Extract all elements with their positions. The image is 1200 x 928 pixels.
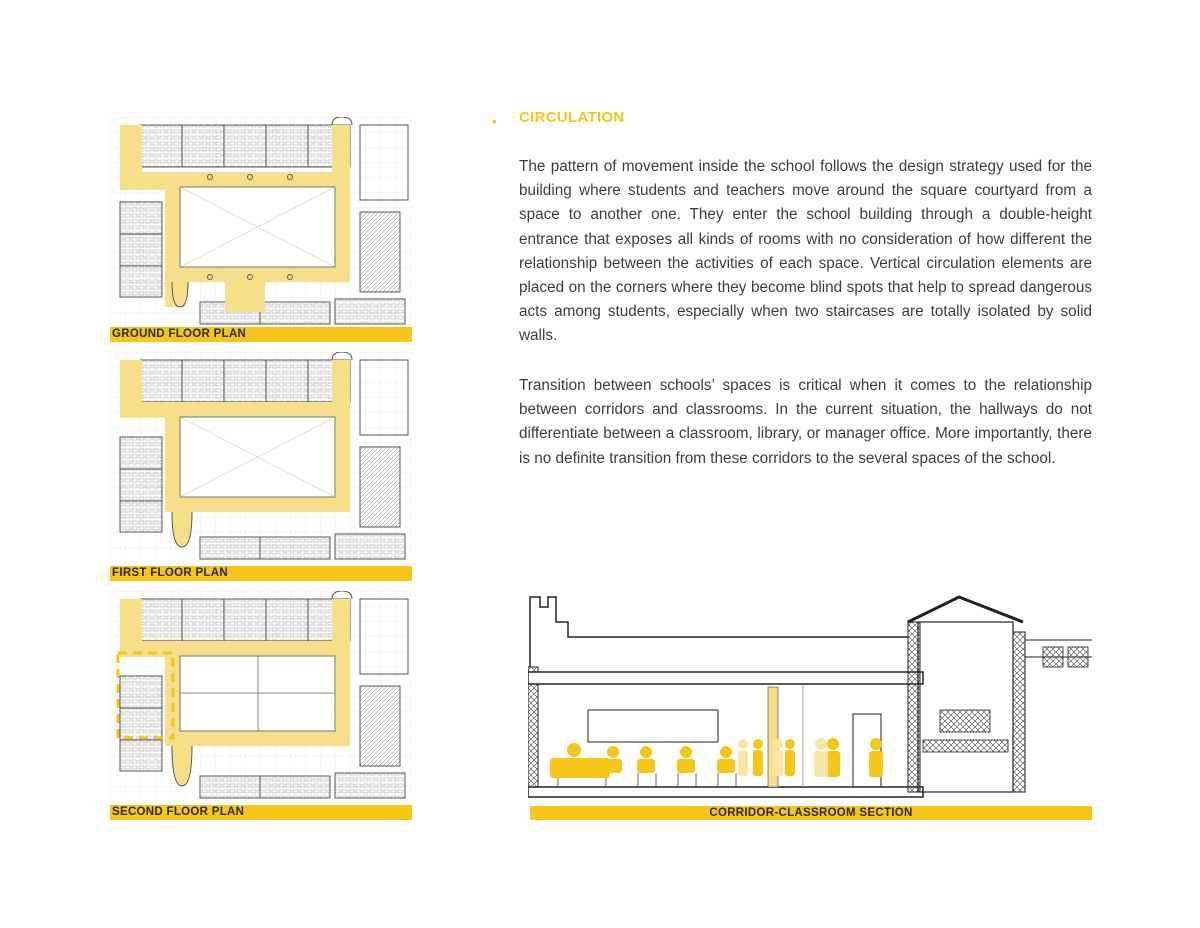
- second-floor-plan: [110, 591, 412, 801]
- bullet-icon: •: [492, 113, 497, 129]
- second-floor-caption: SECOND FLOOR PLAN: [110, 805, 412, 820]
- circulation-paragraph-1: The pattern of movement inside the school follows the design strategy used for the building where students and teachers move around the square courtyard from a space to another one. They enter the school building through a double-height entrance that exposes all kinds of rooms with no consideration of how different the relationship between the activities of each space. Vertical circulation elements are placed on the corners where they become blind spots that help to spread dangerous acts among students, especially when two staircases are totally isolated by solid walls.: [519, 158, 1092, 345]
- first-floor-plan: [110, 352, 412, 562]
- corridor-classroom-section: [528, 592, 1092, 804]
- circulation-paragraph-2: Transition between schools’ spaces is critical when it comes to the relationship between corridors and classrooms. In the current situation, the hallways do not differentiate between a classroom, library, or manager office. More importantly, there is no definite transition from these corridors to the several spaces of the school.: [519, 377, 1092, 467]
- circulation-heading: CIRCULATION: [519, 109, 625, 126]
- ground-floor-plan: [110, 117, 412, 327]
- section-caption: CORRIDOR-CLASSROOM SECTION: [530, 806, 1092, 820]
- ground-floor-caption: GROUND FLOOR PLAN: [110, 327, 412, 342]
- first-floor-caption: FIRST FLOOR PLAN: [110, 566, 412, 581]
